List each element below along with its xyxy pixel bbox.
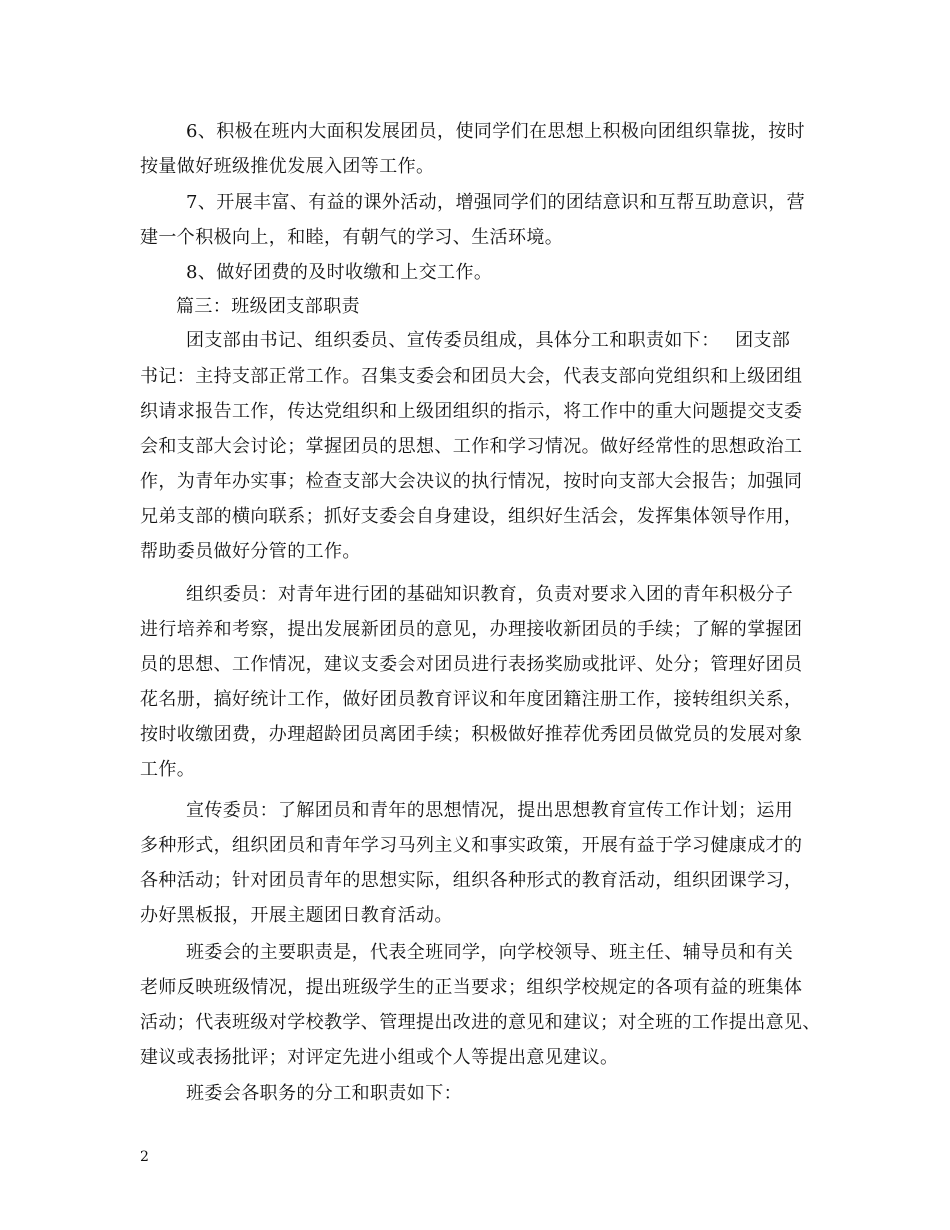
text-line: 会和支部大会讨论；掌握团员的思想、工作和学习情况。做好经常性的思想政治工 bbox=[140, 436, 803, 457]
text-line: 帮助委员做好分管的工作。 bbox=[140, 541, 361, 562]
page-number: 2 bbox=[140, 1149, 149, 1165]
text-line: 各种活动；针对团员青年的思想实际，组织各种形式的教育活动，组织团课学习， bbox=[140, 870, 803, 891]
text-line: 进行培养和考察，提出发展新团员的意见，办理接收新团员的手续；了解的掌握团 bbox=[140, 619, 803, 640]
text-line: 办好黑板报，开展主题团日教育活动。 bbox=[140, 905, 453, 926]
text-line: 6、积极在班内大面积发展团员，使同学们在思想上积极向团组织靠拢，按时 bbox=[186, 121, 806, 142]
text-line: 宣传委员：了解团员和青年的思想情况，提出思想教育宣传工作计划；运用 bbox=[186, 800, 794, 821]
text-line: 建一个积极向上，和睦，有朝气的学习、生活环境。 bbox=[140, 227, 564, 248]
text-line: 组织委员：对青年进行团的基础知识教育，负责对要求入团的青年积极分子 bbox=[186, 584, 794, 605]
text-line: 书记：主持支部正常工作。召集支委会和团员大会，代表支部向党组织和上级团组 bbox=[140, 366, 803, 387]
text-line: 老师反映班级情况，提出班级学生的正当要求；组织学校规定的各项有益的班集体 bbox=[140, 977, 803, 998]
text-line: 按量做好班级推优发展入团等工作。 bbox=[140, 156, 435, 177]
text-line: 花名册，搞好统计工作，做好团员教育评议和年度团籍注册工作，接转组织关系， bbox=[140, 689, 803, 710]
text-line: 员的思想、工作情况，建议支委会对团员进行表扬奖励或批评、处分；管理好团员 bbox=[140, 654, 803, 675]
text-line: 活动；代表班级对学校教学、管理提出改进的意见和建议；对全班的工作提出意见、 bbox=[140, 1012, 821, 1033]
text-line: 工作。 bbox=[140, 759, 196, 780]
text-line: 团支部由书记、组织委员、宣传委员组成，具体分工和职责如下： 团支部 bbox=[186, 330, 791, 351]
text-line: 班委会各职务的分工和职责如下： bbox=[186, 1083, 462, 1104]
text-line: 7、开展丰富、有益的课外活动，增强同学们的团结意识和互帮互助意识，营 bbox=[186, 192, 806, 213]
text-line: 按时收缴团费，办理超龄团员离团手续；积极做好推荐优秀团员做党员的发展对象 bbox=[140, 724, 803, 745]
text-line: 多种形式，组织团员和青年学习马列主义和事实政策，开展有益于学习健康成才的 bbox=[140, 835, 803, 856]
text-line: 织请求报告工作，传达党组织和上级团组织的指示，将工作中的重大问题提交支委 bbox=[140, 401, 803, 422]
section-heading: 篇三：班级团支部职责 bbox=[176, 296, 360, 317]
text-line: 8、做好团费的及时收缴和上交工作。 bbox=[186, 262, 493, 283]
text-line: 班委会的主要职责是，代表全班同学，向学校领导、班主任、辅导员和有关 bbox=[186, 942, 794, 963]
text-line: 建议或表扬批评；对评定先进小组或个人等提出意见建议。 bbox=[140, 1047, 619, 1068]
text-line: 兄弟支部的横向联系；抓好支委会自身建设，组织好生活会，发挥集体领导作用， bbox=[140, 506, 803, 527]
text-line: 作，为青年办实事；检查支部大会决议的执行情况，按时向支部大会报告；加强同 bbox=[140, 471, 803, 492]
